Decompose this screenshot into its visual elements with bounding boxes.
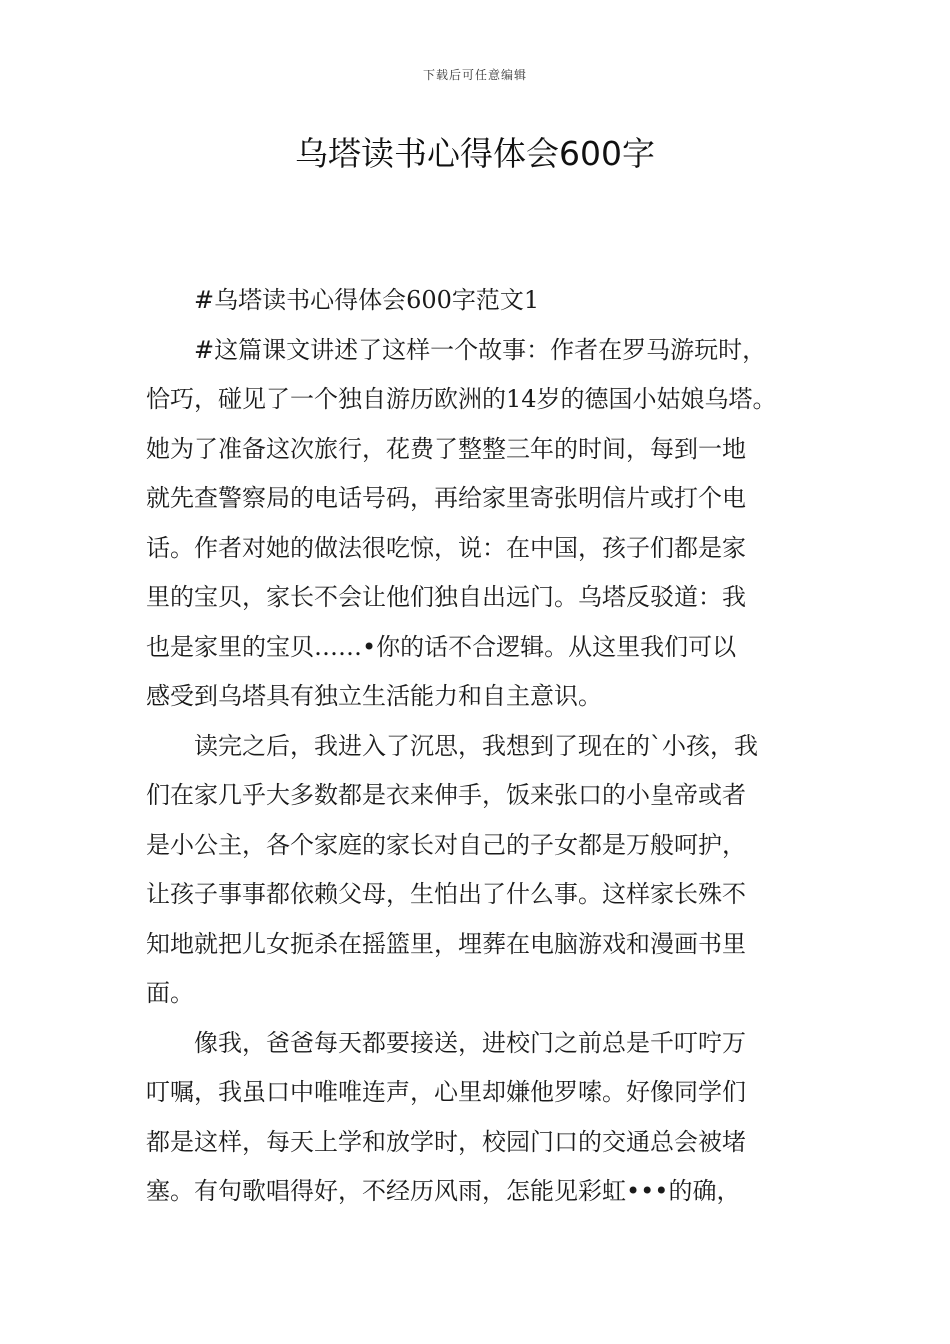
header-note: 下载后可任意编辑 [422,68,527,82]
paragraph-line: 她为了准备这次旅行，花费了整整三年的时间，每到一地 [146,434,746,463]
paragraph-line: 都是这样，每天上学和放学时，校园门口的交通总会被堵 [146,1127,746,1156]
paragraph-line: 知地就把儿女扼杀在摇篮里，埋葬在电脑游戏和漫画书里 [146,929,746,958]
paragraph-line: 话。作者对她的做法很吃惊，说：在中国，孩子们都是家 [146,533,746,562]
paragraph-line: 感受到乌塔具有独立生活能力和自主意识。 [146,682,602,710]
document-title: 乌塔读书心得体会600字 [295,134,655,173]
paragraph-line: 里的宝贝，家长不会让他们独自出远门。乌塔反驳道：我 [146,583,746,611]
section-heading: #乌塔读书心得体会600字范文1 [194,286,540,314]
paragraph-line: #这篇课文讲述了这样一个故事：作者在罗马游玩时， [194,335,767,364]
paragraph-line: 叮嘱，我虽口中唯唯连声，心里却嫌他罗嗦。好像同学们 [146,1078,746,1106]
paragraph-line: 们在家几乎大多数都是衣来伸手，饭来张口的小皇帝或者 [146,781,746,809]
paragraph-line: 就先查警察局的电话号码，再给家里寄张明信片或打个电 [146,484,746,512]
paragraph-line: 面。 [146,979,194,1007]
paragraph-line: 恰巧，碰见了一个独自游历欧洲的14岁的德国小姑娘乌塔。 [146,385,777,413]
document-body [146,276,826,1217]
paragraph-line: 读完之后，我进入了沉思，我想到了现在的`小孩，我 [194,731,758,760]
paragraph-line: 是小公主，各个家庭的家长对自己的子女都是万般呵护， [146,830,746,859]
paragraph-line: 像我，爸爸每天都要接送，进校门之前总是千叮咛万 [194,1028,746,1057]
paragraph-line: 也是家里的宝贝……•你的话不合逻辑。从这里我们可以 [146,632,737,661]
paragraph-line: 让孩子事事都依赖父母，生怕出了什么事。这样家长殊不 [146,880,746,908]
paragraph-line: 塞。有句歌唱得好，不经历风雨，怎能见彩虹•••的确， [146,1177,741,1205]
